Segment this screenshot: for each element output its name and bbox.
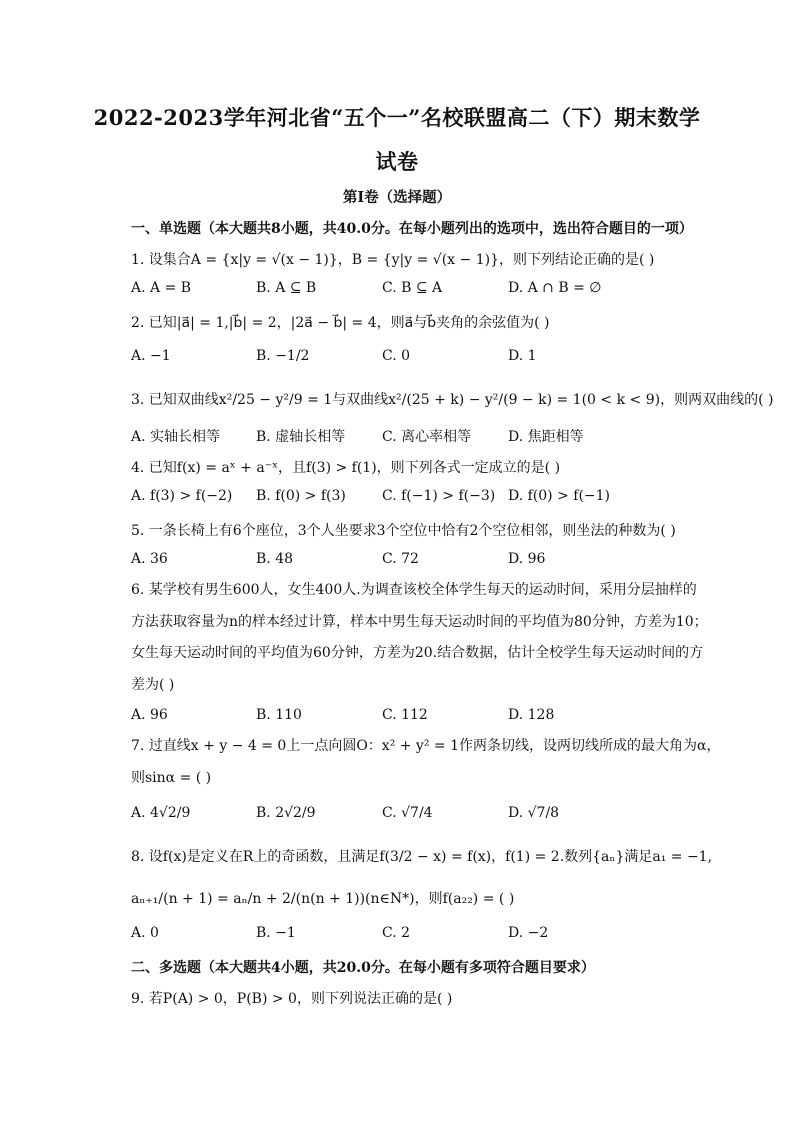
option-d: D. A ∩ B = ∅: [508, 280, 602, 296]
option-a: A. A = B: [131, 280, 192, 296]
question-7-stem: [131, 731, 720, 794]
exam-title-line2: 试卷: [375, 149, 419, 174]
option-c: C. √7/4: [382, 805, 433, 821]
option-b: B. 2√2/9: [256, 805, 316, 821]
question-6-line: 方法获取容量为n的样本经过计算，样本中男生每天运动时间的平均值为80分钟，方差为10；: [131, 613, 708, 630]
question-4-stem: 4. 已知f(x) = aˣ + a⁻ˣ，且f(3) > f(1)，则下列各式一定成立的是( ): [131, 460, 561, 476]
question-1-options: [131, 280, 691, 302]
option-c: C. 2: [382, 925, 411, 941]
question-6-line: 6. 某学校有男生600人，女生400人.为调查该校全体学生每天的运动时间，采用分层抽样的: [131, 582, 697, 598]
question-3-options: [131, 426, 691, 448]
question-8-line-1: 8. 设f(x)是定义在R上的奇函数，且满足f(3/2 − x) = f(x)，f(1) = 2.数列{aₙ}满足a₁ = −1,: [131, 849, 713, 865]
exam-title-line1: 2022-2023学年河北省“五个一”名校联盟高二（下）期末数学: [93, 105, 701, 130]
question-9-stem: 9. 若P(A) > 0，P(B) > 0，则下列说法正确的是( ): [131, 991, 453, 1007]
option-a: A. 36: [131, 551, 168, 567]
option-d: D. √7/8: [508, 805, 560, 821]
question-5-options: [131, 551, 691, 573]
option-d: D. −2: [508, 925, 549, 941]
option-c: C. 0: [382, 348, 411, 364]
question-7-line: 则sinα = ( ): [131, 769, 212, 786]
question-3-stem: 3. 已知双曲线x²/25 − y²/9 = 1与双曲线x²/(25 + k) − y²/(9 − k) = 1(0 < k < 9)，则两双曲线的( ): [131, 392, 774, 408]
question-6-line: 女生每天运动时间的平均值为60分钟，方差为20.结合数据，估计全校学生每天运动时间的方: [131, 645, 704, 661]
option-d: D. 128: [508, 707, 555, 723]
question-2-options: [131, 348, 691, 370]
option-b: B. A ⊆ B: [256, 280, 317, 296]
question-8-line-2: aₙ₊₁/(n + 1) = aₙ/n + 2/(n(n + 1))(n∈N*)，则f(a₂₂) = ( ): [131, 891, 515, 907]
question-4-options: [131, 488, 691, 510]
part-label: 第I卷（选择题）: [342, 189, 452, 206]
question-8-options: [131, 925, 691, 947]
option-a: A. f(3) > f(−2): [131, 488, 233, 504]
option-b: B. 110: [256, 707, 302, 723]
option-c: C. f(−1) > f(−3): [382, 488, 496, 504]
option-d: D. f(0) > f(−1): [508, 488, 611, 504]
question-6-line: 差为( ): [131, 676, 175, 693]
option-a: A. 0: [131, 925, 159, 941]
option-c: C. 离心率相等: [382, 429, 472, 445]
option-b: B. 虚轴长相等: [256, 429, 346, 445]
question-6-stem: [131, 575, 708, 701]
option-b: B. −1: [256, 925, 296, 941]
question-1-stem: 1. 设集合A = {x|y = √(x − 1)}，B = {y|y = √(x − 1)}，则下列结论正确的是( ): [131, 252, 655, 268]
question-7-line: 7. 过直线x + y − 4 = 0上一点向圆O：x² + y² = 1作两条切线，设两切线所成的最大角为α，: [131, 738, 721, 754]
option-a: A. 96: [131, 707, 168, 723]
option-a: A. 实轴长相等: [131, 429, 221, 445]
option-d: D. 焦距相等: [508, 429, 584, 445]
question-7-options: [131, 805, 691, 827]
question-5-stem: 5. 一条长椅上有6个座位，3个人坐要求3个空位中恰有2个空位相邻，则坐法的种数为( ): [131, 523, 676, 539]
option-b: B. 48: [256, 551, 294, 567]
option-c: C. 112: [382, 707, 428, 723]
option-d: D. 1: [508, 348, 537, 364]
question-6-options: [131, 707, 691, 729]
section-multiple-choice-header: 二、多选题（本大题共4小题，共20.0分。在每小题有多项符合题目要求）: [131, 960, 595, 976]
option-a: A. −1: [131, 348, 171, 364]
option-b: B. −1/2: [256, 348, 310, 364]
option-c: C. 72: [382, 551, 419, 567]
option-d: D. 96: [508, 551, 546, 567]
question-2-stem: 2. 已知|a⃗| = 1,|b⃗| = 2，|2a⃗ − b⃗| = 4，则a⃗与b⃗夹角的余弦值为( ): [131, 315, 550, 331]
option-b: B. f(0) > f(3): [256, 488, 346, 504]
section-single-choice-header: 一、单选题（本大题共8小题，共40.0分。在每小题列出的选项中，选出符合题目的一项）: [131, 221, 693, 237]
option-c: C. B ⊆ A: [382, 280, 443, 296]
option-a: A. 4√2/9: [131, 805, 191, 821]
